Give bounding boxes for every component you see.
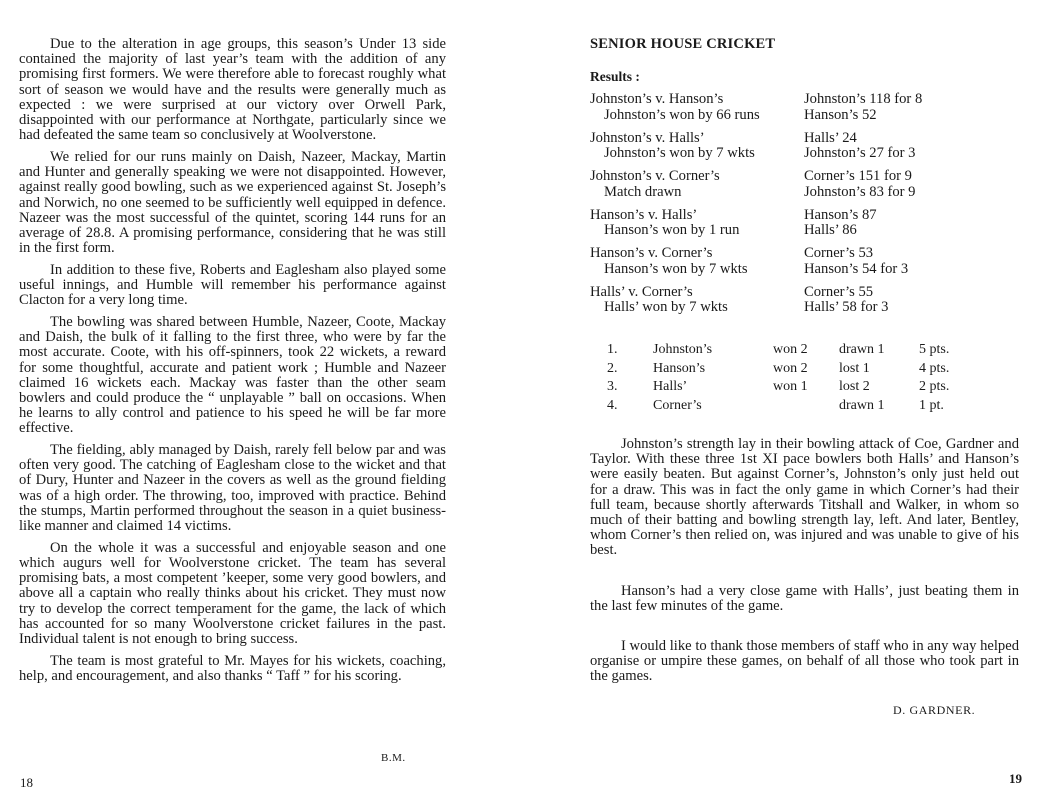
points: 4 pts. [919, 360, 950, 376]
score: Johnston’s 27 for 3 [804, 145, 916, 162]
standings-table [607, 341, 979, 415]
points: 2 pts. [919, 379, 950, 394]
fixture: Hanson’s v. Corner’s [590, 245, 713, 262]
fixture: Halls’ v. Corner’s [590, 283, 693, 300]
house: Hanson’s [653, 360, 706, 376]
outcome: Johnston’s won by 7 wkts [604, 145, 755, 162]
page-number: 18 [20, 775, 33, 790]
other-result: lost 2 [839, 379, 870, 394]
score: Hanson’s 52 [804, 106, 877, 123]
left-article-body [19, 37, 446, 691]
paragraph: The bowling was shared between Humble, Nazeer, Coote, Mackay and Daish, the bulk of it falling to the first three, who were by far the most accurate. Coote, with his off-spinners, took 22 wickets, a reward for some thoughtful, accurate and patient work ; Humble and Nazeer claimed 16 wickets each. Mackay was faster than the other seam bowlers and could produce the “ unplayable ” ball on occasions. When he learns to ally control and patience to his speed he will be far more effective. [19, 313, 446, 437]
other-result: drawn 1 [839, 342, 885, 357]
score: Johnston’s 83 for 9 [804, 183, 916, 200]
won: won 2 [773, 360, 808, 376]
standings-row [607, 397, 979, 416]
points: 5 pts. [919, 342, 950, 357]
house: Halls’ [653, 379, 688, 394]
points: 1 pt. [919, 397, 944, 413]
standings-row [607, 360, 979, 379]
paragraph: Hanson’s had a very close game with Halls’, just beating them in the last few minutes of the game. [590, 582, 1019, 614]
position: 1. [607, 342, 618, 357]
score: Johnston’s 118 for 8 [804, 91, 923, 107]
match-result [590, 169, 1010, 200]
paragraph: Johnston’s strength lay in their bowling attack of Coe, Gardner and Taylor. With these three 1st XI pace bowlers both Halls’ and Hanson’s were easily beaten. But against Corner’s, Johnston’s only just held out for a draw. This was in fact the only game in which Corner’s had their full team, because shortly afterwards Titshall and Walker, in whom so much of their batting and bowling strength lay, left. And later, Bentley, whom Corner’s then relied on, was injured and was unable to give of his best. [590, 436, 1019, 559]
author-signature: B.M. [381, 752, 406, 764]
outcome: Johnston’s won by 66 runs [604, 106, 760, 123]
outcome: Match drawn [604, 183, 682, 200]
standings-row [607, 341, 979, 360]
fixture: Johnston’s v. Hanson’s [590, 91, 724, 107]
page-title: SENIOR HOUSE CRICKET [590, 36, 776, 52]
match-result [590, 285, 1010, 316]
match-result [590, 208, 1010, 239]
paragraph: I would like to thank those members of staff who in any way helped organise or umpire these games, on behalf of all those who took part in the games. [590, 638, 1019, 685]
outcome: Hanson’s won by 7 wkts [604, 260, 748, 277]
paragraph: The fielding, ably managed by Daish, rarely fell below par and was often very good. The catching of Eaglesham close to the wicket and that of Dury, Hunter and Nazeer in the covers as well as the ground fielding was of a high order. The throwing, too, improved with practice. Behind the stumps, Martin performed throughout the season in a quiet business-like manner and claimed 14 victims. [19, 442, 446, 535]
other-result: drawn 1 [839, 397, 885, 413]
author-signature: D. GARDNER. [893, 703, 976, 717]
right-article-body [590, 437, 1019, 710]
outcome: Hanson’s won by 1 run [604, 222, 740, 239]
won: won 1 [773, 379, 808, 394]
score: Hanson’s 54 for 3 [804, 260, 909, 277]
right-page [560, 0, 1039, 800]
paragraph: The team is most grateful to Mr. Mayes for his wickets, coaching, help, and encouragement, and also thanks “ Taff ” for his scoring. [19, 652, 446, 684]
other-result: lost 1 [839, 360, 870, 376]
score: Corner’s 53 [804, 245, 874, 262]
paragraph: On the whole it was a successful and enjoyable season and one which augurs well for Woolverstone cricket. The team has several promising bats, a most competent ’keeper, some very good bowlers, and above all a captain who really thinks about his cricket. They must now try to develop the correct temperament for the game, the lack of which has accounted for so many Woolverstone cricket failures in the past. Individual talent is not enough to bring success. [19, 539, 446, 648]
house: Johnston’s [653, 342, 713, 357]
match-result [590, 92, 1010, 123]
paragraph: In addition to these five, Roberts and Eaglesham also played some useful innings, and Humble will remember his performance against Clacton for a very long time. [19, 261, 446, 309]
standings-row [607, 378, 979, 397]
house: Corner’s [653, 397, 702, 413]
fixture: Johnston’s v. Halls’ [590, 129, 705, 146]
position: 4. [607, 397, 618, 413]
match-result [590, 246, 1010, 277]
results-heading: Results : [590, 69, 640, 84]
score: Halls’ 58 for 3 [804, 299, 889, 316]
score: Corner’s 55 [804, 283, 874, 300]
fixture: Hanson’s v. Halls’ [590, 206, 698, 223]
score: Hanson’s 87 [804, 206, 877, 223]
won [773, 397, 839, 416]
paragraph: We relied for our runs mainly on Daish, Nazeer, Mackay, Martin and Hunter and generally speaking we were not disappointed. However, against really good bowling, such as we experienced against St. Joseph’s and Norwich, no one seemed to be sufficiently well equipped in defence. Nazeer was the most successful of the quintet, scoring 144 runs for an average of 28.8. A promising performance, considering that he was still in the first form. [19, 148, 446, 257]
score: Corner’s 151 for 9 [804, 168, 912, 185]
position: 2. [607, 360, 618, 376]
won: won 2 [773, 342, 808, 357]
page-number: 19 [1009, 771, 1022, 786]
match-results-list [590, 92, 1010, 324]
position: 3. [607, 379, 618, 394]
score: Halls’ 24 [804, 129, 857, 146]
paragraph: Due to the alteration in age groups, this season’s Under 13 side contained the majority of last year’s team with the addition of any promising first formers. We were therefore able to forecast roughly what sort of season we would have and the results were generally much as expected : we were surprised at our victory over Orwell Park, disappointed with our performance at Northgate, particularly since we had defeated the same team so conclusively at Woolverstone. [19, 36, 446, 144]
outcome: Halls’ won by 7 wkts [604, 299, 728, 316]
score: Halls’ 86 [804, 222, 857, 239]
fixture: Johnston’s v. Corner’s [590, 168, 720, 185]
match-result [590, 131, 1010, 162]
